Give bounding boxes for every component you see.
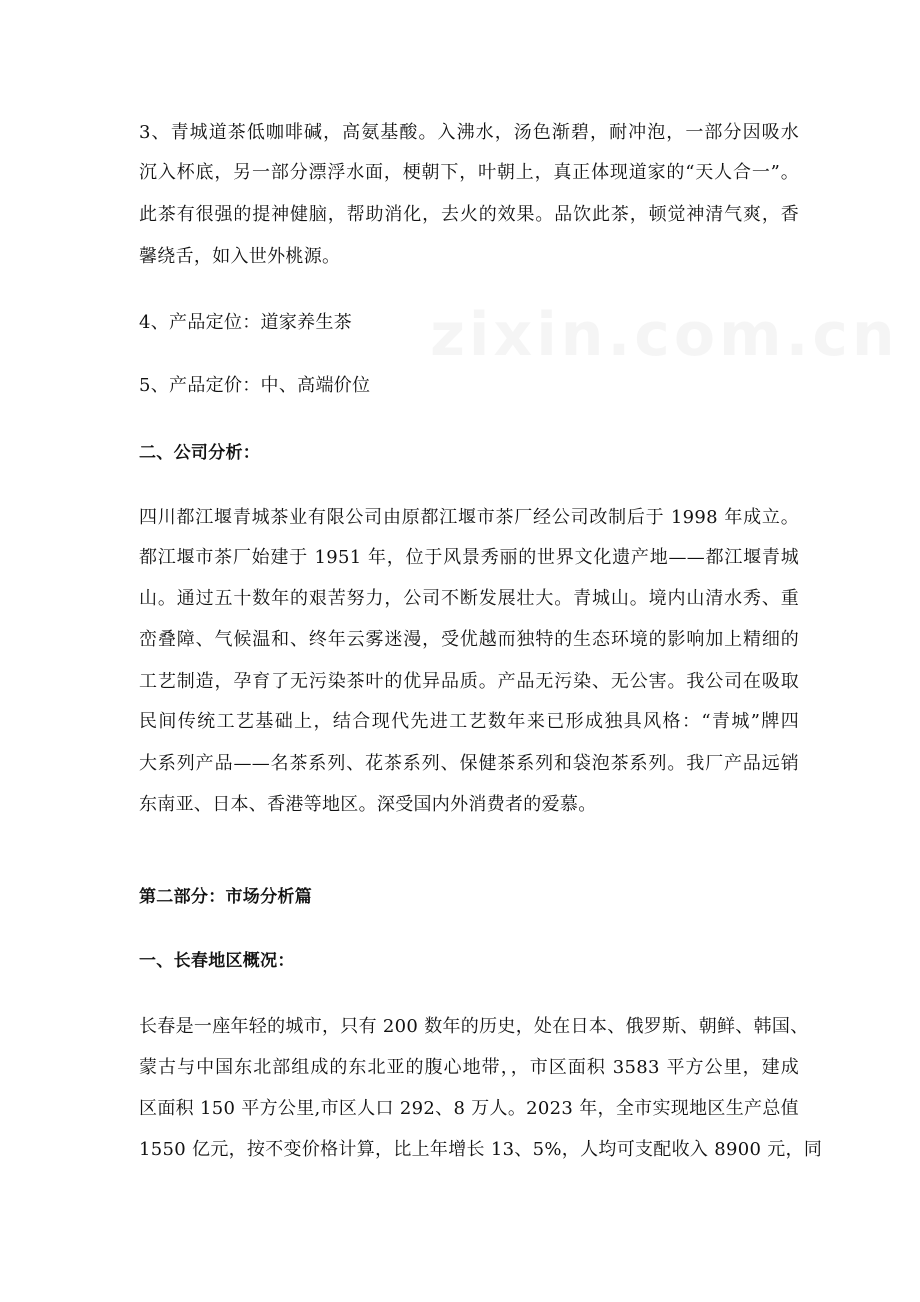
- item3-line-3: 此茶有很强的提神健脑，帮助消化，去火的效果。品饮此茶，顿觉神清气爽，香: [139, 204, 799, 225]
- company-line-3: 山。通过五十数年的艰苦努力，公司不断发展壮大。青城山。境内山清水秀、重: [139, 588, 799, 609]
- item3-line-1: 3、青城道茶低咖啡碱，高氨基酸。入沸水，汤色渐碧，耐冲泡，一部分因吸水: [139, 122, 799, 143]
- changchun-line-4: 1550 亿元，按不变价格计算，比上年增长 13、5%，人均可支配收入 8900 元，同: [139, 1139, 823, 1160]
- company-line-5: 工艺制造，孕育了无污染茶叶的优异品质。产品无污染、无公害。我公司在吸取: [139, 671, 799, 692]
- item3-line-2: 沉入杯底，另一部分漂浮水面，梗朝下，叶朝上，真正体现道家的“天人合一”。: [139, 162, 799, 183]
- watermark: zixin.com.cn: [430, 300, 899, 370]
- company-line-7: 大系列产品——名茶系列、花茶系列、保健茶系列和袋泡茶系列。我厂产品远销: [139, 753, 799, 774]
- company-heading: 二、公司分析：: [139, 443, 261, 463]
- company-line-4: 峦叠障、气候温和、终年云雾迷漫，受优越而独特的生态环境的影响加上精细的: [139, 629, 799, 650]
- part2-heading: 第二部分：市场分析篇: [139, 887, 312, 907]
- company-line-1: 四川都江堰青城茶业有限公司由原都江堰市茶厂经公司改制后于 1998 年成立。: [139, 507, 799, 528]
- company-line-2: 都江堰市茶厂始建于 1951 年，位于风景秀丽的世界文化遗产地——都江堰青城: [139, 547, 799, 568]
- changchun-line-2: 蒙古与中国东北部组成的东北亚的腹心地带，，市区面积 3583 平方公里，建成: [139, 1057, 799, 1078]
- company-line-8: 东南亚、日本、香港等地区。深受国内外消费者的爱慕。: [139, 794, 597, 815]
- item3-line-4: 馨绕舌，如入世外桃源。: [139, 246, 341, 267]
- company-line-6: 民间传统工艺基础上，结合现代先进工艺数年来已形成独具风格：“青城”牌四: [139, 711, 799, 732]
- item4-positioning: 4、产品定位：道家养生茶: [139, 312, 353, 333]
- changchun-line-1: 长春是一座年轻的城市，只有 200 数年的历史，处在日本、俄罗斯、朝鲜、韩国、: [139, 1016, 809, 1037]
- item5-pricing: 5、产品定价：中、高端价位: [139, 375, 371, 396]
- changchun-line-3: 区面积 150 平方公里,市区人口 292、8 万人。2023 年，全市实现地区生产总值: [139, 1098, 799, 1119]
- part2-subheading: 一、长春地区概况：: [139, 951, 295, 971]
